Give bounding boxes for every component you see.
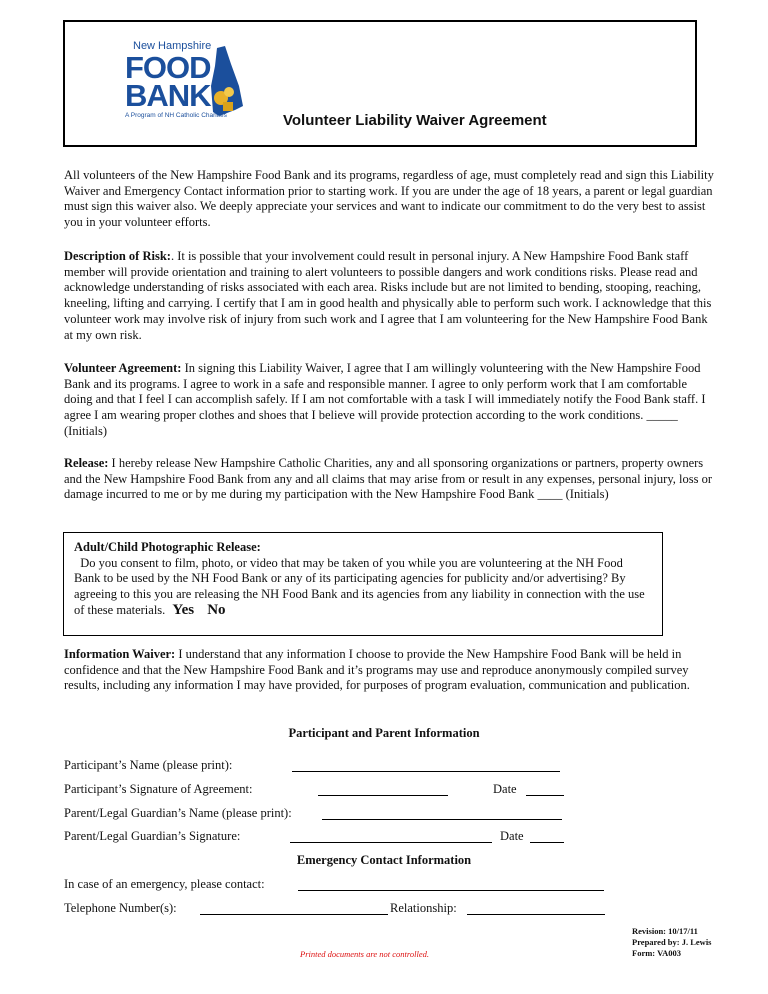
- relationship-field[interactable]: [467, 914, 605, 915]
- photo-release-text: Do you consent to film, photo, or video that may be taken of you while you are volunteering at the NH Food Bank to be used by the NH Food Bank or any of its participating agencies for publicity and/or advertising? By agreeing to this you are releasing the NH Food Bank and its agencies from any liability in connection with the use of these materials.: [74, 555, 645, 617]
- revision-date: Revision: 10/17/11: [632, 926, 698, 936]
- logo-state-text: New Hampshire: [133, 40, 212, 52]
- agreement-label: Volunteer Agreement:: [64, 361, 182, 375]
- photo-yes-option[interactable]: Yes: [172, 601, 195, 618]
- photo-release-title: Adult/Child Photographic Release:: [74, 540, 261, 554]
- participant-signature-label: Participant’s Signature of Agreement:: [64, 782, 253, 796]
- release-text: I hereby release New Hampshire Catholic Charities, any and all sponsoring organizations or partners, property owners and the New Hampshire Food Bank from any and all claims that may arise from or result in any expenses, personal injury, loss or damage incurred to me or by me during my participation with the New Hampshire Food Bank ____ (Initials): [64, 456, 712, 502]
- risk-label: Description of Risk:: [64, 249, 171, 263]
- relationship-label: Relationship:: [390, 901, 457, 915]
- guardian-name-field[interactable]: [322, 819, 562, 820]
- emergency-section-title: Emergency Contact Information: [296, 853, 472, 867]
- form-number: Form: VA003: [632, 948, 682, 958]
- guardian-date-field[interactable]: [530, 842, 564, 843]
- emergency-contact-label: In case of an emergency, please contact:: [64, 877, 265, 891]
- participant-name-label: Participant’s Name (please print):: [64, 758, 233, 772]
- participant-signature-field[interactable]: [318, 795, 448, 796]
- logo-bank-text: BANK: [125, 78, 211, 113]
- revision-block: [632, 926, 712, 959]
- emergency-contact-field[interactable]: [298, 890, 604, 891]
- photo-release-body: [74, 556, 652, 619]
- agreement-text: In signing this Liability Waiver, I agree that I am willingly volunteering with the New Hampshire Food Bank and its programs. I agree to work in a safe and responsible manner. I agree to only perform work that I am comfortable doing and that I feel I can accomplish safely. If I am not comfortable with a task I will immediately notify the Food Bank staff. I agree I am wearing proper clothes and shoes that I believe will provide protection according to the work conditions. _____ (Initials): [64, 361, 706, 438]
- participant-date-label: Date: [493, 782, 517, 796]
- release-label: Release:: [64, 456, 109, 470]
- intro-paragraph: All volunteers of the New Hampshire Food Bank and its programs, regardless of age, must completely read and sign this Liability Waiver and Emergency Contact information prior to starting work. If you are under the age of 18 years, a parent or legal guardian must sign this waiver also. We deeply appreciate your services and want to indicate our commitment to do the very best to assist you in your volunteer efforts.: [64, 168, 714, 230]
- printed-documents-note: Printed documents are not controlled.: [300, 949, 429, 959]
- telephone-label: Telephone Number(s):: [64, 901, 177, 915]
- participant-name-field[interactable]: [292, 771, 560, 772]
- photo-release-box: [63, 532, 663, 636]
- guardian-name-label: Parent/Legal Guardian’s Name (please print):: [64, 806, 292, 820]
- guardian-signature-field[interactable]: [290, 842, 492, 843]
- logo-subtitle: A Program of NH Catholic Charities: [125, 112, 227, 119]
- guardian-signature-label: Parent/Legal Guardian’s Signature:: [64, 829, 241, 843]
- risk-text: . It is possible that your involvement could result in personal injury. A New Hampshire Food Bank staff member will provide orientation and training to alert volunteers to possible dangers and work conditions risks. Please read and acknowledge understanding of risks associated with each area. Risks include but are not limited to bending, stooping, reaching, kneeling, lifting and carrying. I certify that I am in good health and physically able to perform such work. I acknowledge that this volunteer work may involve risk of injury from such work and I agree that I am volunteering for the New Hampshire Food Bank at my own risk.: [64, 249, 712, 342]
- food-bank-logo: [121, 36, 251, 136]
- info-waiver-paragraph: [64, 647, 714, 694]
- telephone-field[interactable]: [200, 914, 388, 915]
- info-waiver-text: I understand that any information I choose to provide the New Hampshire Food Bank will be held in confidence and that the New Hampshire Food Bank and it’s programs may use and reproduce anonymously compiled survey results, including any information I may have provided, for purposes of program evaluation, communication and publication.: [64, 647, 690, 693]
- header-box: [63, 20, 697, 147]
- participant-date-field[interactable]: [526, 795, 564, 796]
- release-paragraph: [64, 456, 714, 503]
- prepared-by: Prepared by: J. Lewis: [632, 937, 712, 947]
- document-title: Volunteer Liability Waiver Agreement: [283, 112, 547, 129]
- risk-paragraph: [64, 249, 714, 343]
- guardian-date-label: Date: [500, 829, 524, 843]
- agreement-paragraph: [64, 361, 714, 440]
- info-waiver-label: Information Waiver:: [64, 647, 176, 661]
- photo-no-option[interactable]: No: [207, 601, 226, 618]
- participant-section-title: Participant and Parent Information: [288, 726, 480, 740]
- nh-state-map-icon: [205, 46, 245, 120]
- logo-food-text: FOOD: [125, 50, 211, 85]
